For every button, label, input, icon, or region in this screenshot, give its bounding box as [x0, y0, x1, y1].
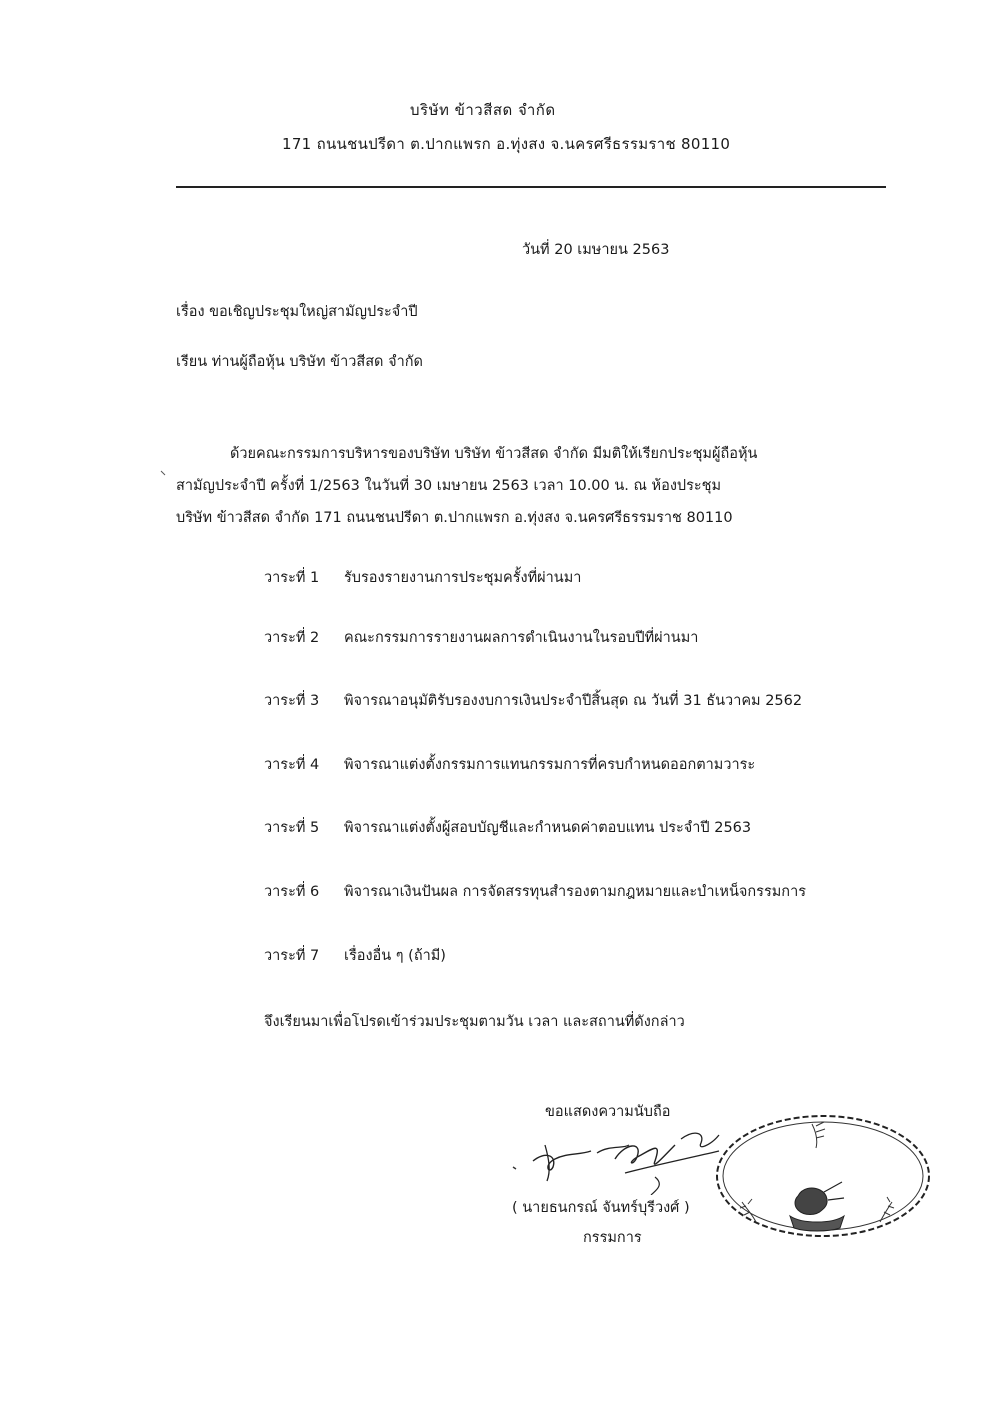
- agenda-item: [264, 946, 446, 966]
- body-line-2: สามัญประจำปี ครั้งที่ 1/2563 ในวันที่ 30 เมษายน 2563 เวลา 10.00 น. ณ ห้องประชุม: [176, 478, 722, 494]
- agenda-number: วาระที่ 1: [264, 570, 320, 586]
- agenda-item: [264, 568, 581, 588]
- company-name: บริษัท ข้าวสีสด จำกัด: [410, 101, 556, 119]
- agenda-text: เรื่องอื่น ๆ (ถ้ามี): [344, 948, 446, 964]
- agenda-number: วาระที่ 6: [264, 884, 320, 900]
- agenda-number: วาระที่ 3: [264, 693, 320, 709]
- handwritten-signature: [505, 1115, 725, 1195]
- agenda-number: วาระที่ 7: [264, 948, 320, 964]
- agenda-text: พิจารณาอนุมัติรับรองงบการเงินประจำปีสิ้นสุด ณ วันที่ 31 ธันวาคม 2562: [344, 693, 803, 709]
- agenda-text: พิจารณาแต่งตั้งกรรมการแทนกรรมการที่ครบกำหนดออกตามวาระ: [344, 757, 756, 773]
- signer-name: ( นายธนกรณ์ จันทร์บุรีวงศ์ ): [512, 1200, 690, 1216]
- closing-line: จึงเรียนมาเพื่อโปรดเข้าร่วมประชุมตามวัน เวลา และสถานที่ดังกล่าว: [264, 1014, 685, 1030]
- agenda-item: [264, 882, 806, 902]
- regards-text: ขอแสดงความนับถือ: [545, 1104, 671, 1120]
- agenda-text: พิจารณาแต่งตั้งผู้สอบบัญชีและกำหนดค่าตอบแทน ประจำปี 2563: [344, 820, 752, 836]
- agenda-item: [264, 755, 755, 775]
- body-line-1: ด้วยคณะกรรมการบริหารของบริษัท บริษัท ข้าวสีสด จำกัด มีมติให้เรียกประชุมผู้ถือหุ้น: [230, 446, 758, 462]
- agenda-text: คณะกรรมการรายงานผลการดำเนินงานในรอบปีที่ผ่านมา: [344, 630, 699, 646]
- letter-recipient: เรียน ท่านผู้ถือหุ้น บริษัท ข้าวสีสด จำกัด: [176, 354, 423, 370]
- agenda-text: พิจารณาเงินปันผล การจัดสรรทุนสำรองตามกฎหมายและบำเหน็จกรรมการ: [344, 884, 807, 900]
- margin-mark: [160, 470, 166, 476]
- agenda-number: วาระที่ 5: [264, 820, 320, 836]
- header-divider: [176, 186, 886, 188]
- agenda-item: [264, 628, 698, 648]
- letter-subject: เรื่อง ขอเชิญประชุมใหญ่สามัญประจำปี: [176, 304, 418, 320]
- agenda-number: วาระที่ 4: [264, 757, 320, 773]
- agenda-item: [264, 818, 751, 838]
- agenda-item: [264, 691, 802, 711]
- company-address: 171 ถนนชนปรีดา ต.ปากแพรก อ.ทุ่งสง จ.นครศรีธรรมราช 80110: [282, 135, 731, 153]
- agenda-text: รับรองรายงานการประชุมครั้งที่ผ่านมา: [344, 570, 582, 586]
- letter-date: วันที่ 20 เมษายน 2563: [522, 242, 670, 258]
- signer-title: กรรมการ: [583, 1230, 642, 1246]
- agenda-number: วาระที่ 2: [264, 630, 320, 646]
- company-seal-stamp: [712, 1112, 934, 1240]
- body-line-3: บริษัท ข้าวสีสด จำกัด 171 ถนนชนปรีดา ต.ปากแพรก อ.ทุ่งสง จ.นครศรีธรรมราช 80110: [176, 510, 733, 526]
